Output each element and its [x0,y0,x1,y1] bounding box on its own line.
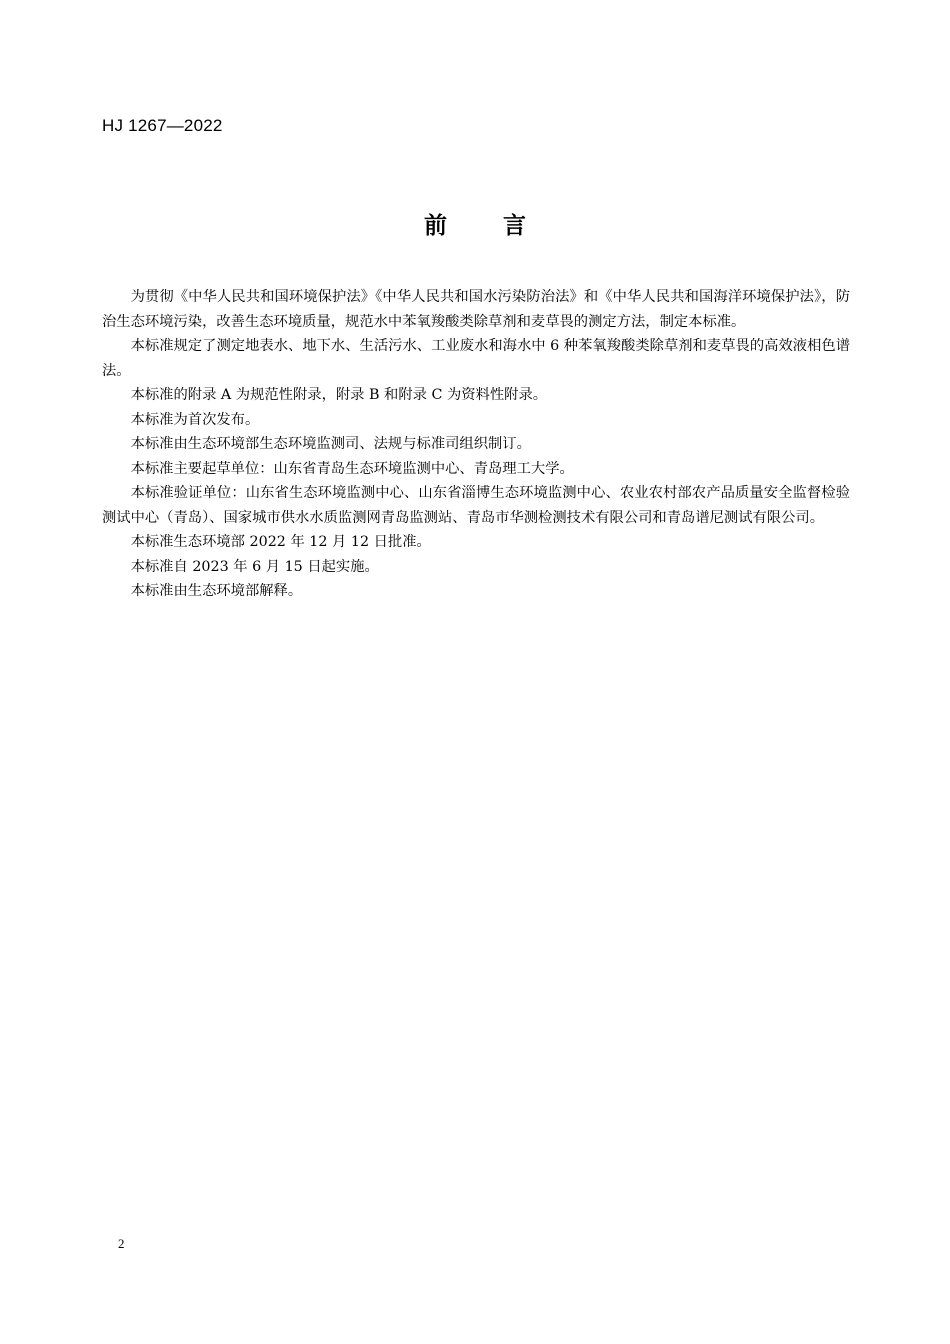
paragraph-purpose: 为贯彻《中华人民共和国环境保护法》《中华人民共和国水污染防治法》和《中华人民共和国海洋环境保护法》，防治生态环境污染，改善生态环境质量，规范水中苯氧羧酸类除草剂和麦草畏的测定方法，制定本标准。 [102,289,850,330]
page-number: 2 [118,1236,125,1251]
title-char-2: 言 [503,213,526,239]
paragraph-scope: 本标准规定了测定地表水、地下水、生活污水、工业废水和海水中 6 种苯氧羧酸类除草剂和麦草畏的高效液相色谱法。 [102,338,850,379]
document-code: HJ 1267—2022 [102,116,223,135]
paragraph-appendix: 本标准的附录 A 为规范性附录，附录 B 和附录 C 为资料性附录。 [130,387,548,403]
paragraph-effective-date: 本标准自 2023 年 6 月 15 日起实施。 [130,558,379,575]
title-char-1: 前 [424,213,447,239]
paragraph-approval: 本标准生态环境部 2022 年 12 月 12 日批准。 [130,534,431,550]
paragraph-interpretation: 本标准由生态环境部解释。 [130,583,303,599]
paragraph-organizer: 本标准由生态环境部生态环境监测司、法规与标准司组织制订。 [130,436,531,452]
paragraph-validators: 本标准验证单位：山东省生态环境监测中心、山东省淄博生态环境监测中心、农业农村部农产品质量安全监督检验测试中心（青岛）、国家城市供水水质监测网青岛监测站、青岛市华测检测技术有限公司和青岛谱尼测试有限公司。 [102,485,850,526]
paragraph-first-release: 本标准为首次发布。 [130,411,260,428]
paragraph-drafters: 本标准主要起草单位：山东省青岛生态环境监测中心、青岛理工大学。 [130,460,574,477]
foreword-body [102,285,850,604]
page-title [0,207,950,240]
